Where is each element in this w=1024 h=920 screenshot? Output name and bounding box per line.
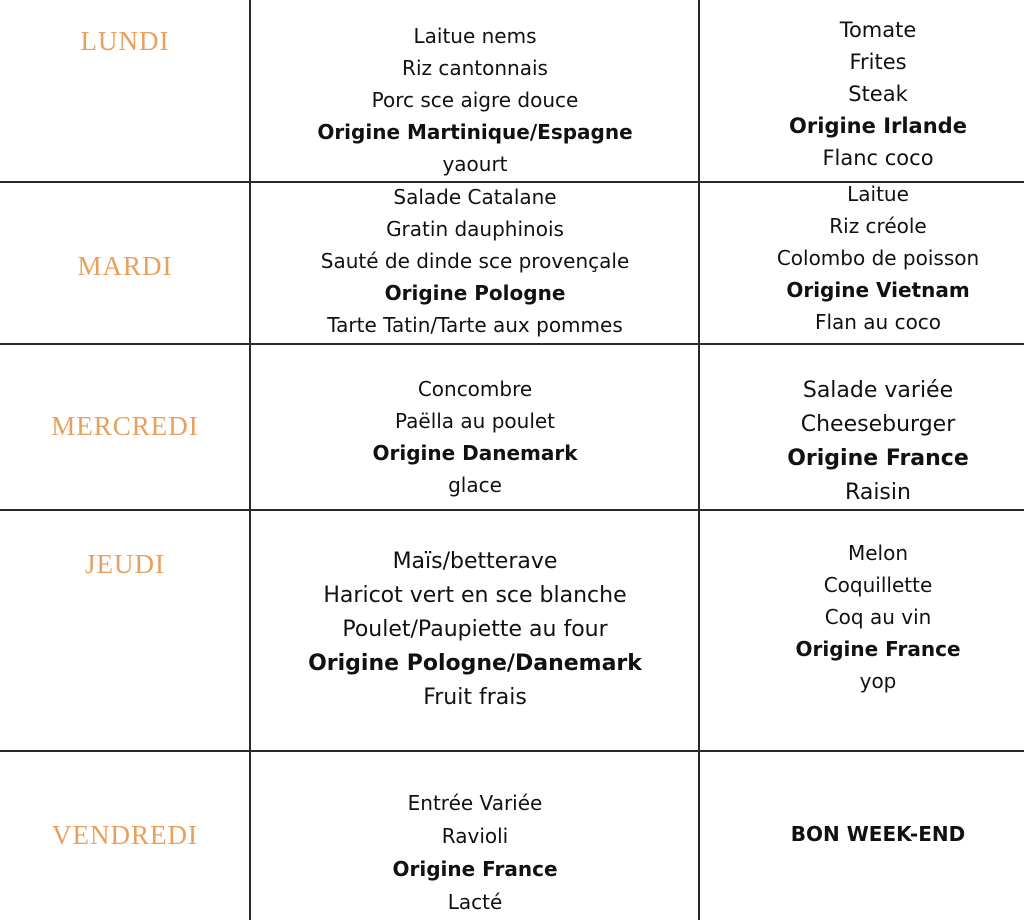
menu-item: Maïs/betterave	[392, 549, 558, 574]
menu-item: Coq au vin	[824, 605, 932, 629]
dinner-cell-vendredi	[700, 818, 1024, 850]
origin-label: Origine France	[795, 637, 961, 661]
menu-item: Porc sce aigre douce	[371, 88, 579, 112]
menu-item: Lacté	[447, 890, 503, 914]
lunch-cell-vendredi	[252, 787, 698, 919]
lunch-cell-jeudi	[252, 545, 698, 715]
menu-item: Entrée Variée	[407, 791, 543, 815]
menu-item: Raisin	[845, 480, 911, 505]
lunch-cell-mercredi	[252, 373, 698, 501]
menu-item: Concombre	[417, 377, 533, 401]
menu-item: Haricot vert en sce blanche	[323, 583, 627, 608]
weekend-message: BON WEEK-END	[790, 822, 966, 846]
origin-label: Origine Vietnam	[786, 278, 970, 302]
menu-item: yaourt	[442, 152, 508, 176]
row-divider-4	[0, 750, 1024, 752]
origin-label: Origine France	[392, 857, 558, 881]
origin-label: Origine Martinique/Espagne	[317, 120, 633, 144]
menu-item: Coquillette	[823, 573, 933, 597]
menu-item: Laitue	[847, 182, 909, 206]
day-label-vendredi: VENDREDI	[52, 820, 198, 850]
lunch-cell-mardi	[252, 181, 698, 341]
menu-item: Salade Catalane	[393, 185, 557, 209]
menu-item: Salade variée	[802, 378, 954, 403]
day-label-mardi: MARDI	[77, 251, 173, 281]
dinner-cell-mardi	[700, 178, 1024, 338]
menu-item: glace	[448, 473, 502, 497]
menu-item: Riz créole	[829, 214, 927, 238]
menu-item: Tomate	[839, 18, 917, 42]
menu-item: Paëlla au poulet	[394, 409, 556, 433]
menu-item: Tarte Tatin/Tarte aux pommes	[327, 313, 623, 337]
origin-label: Origine Pologne/Danemark	[308, 651, 642, 676]
dinner-cell-jeudi	[700, 537, 1024, 697]
menu-item: Melon	[847, 541, 909, 565]
day-label-mercredi: MERCREDI	[51, 411, 199, 441]
menu-item: Gratin dauphinois	[386, 217, 564, 241]
origin-label: Origine France	[787, 446, 969, 471]
day-label-jeudi: JEUDI	[85, 549, 165, 579]
column-divider-left	[249, 0, 251, 920]
menu-item: Cheeseburger	[800, 412, 956, 437]
lunch-cell-lundi	[252, 20, 698, 180]
menu-item: Flanc coco	[822, 146, 934, 170]
menu-item: Sauté de dinde sce provençale	[320, 249, 630, 273]
menu-item: Fruit frais	[423, 685, 527, 710]
menu-item: Laitue nems	[413, 24, 537, 48]
dinner-cell-lundi	[700, 14, 1024, 174]
menu-item: Frites	[849, 50, 907, 74]
menu-item: yop	[859, 669, 897, 693]
origin-label: Origine Danemark	[372, 441, 578, 465]
menu-item: Riz cantonnais	[402, 56, 548, 80]
origin-label: Origine Irlande	[789, 114, 967, 138]
day-label-lundi: LUNDI	[80, 26, 170, 56]
menu-item: Poulet/Paupiette au four	[342, 617, 608, 642]
menu-item: Steak	[848, 82, 908, 106]
dinner-cell-mercredi	[700, 374, 1024, 510]
menu-item: Colombo de poisson	[776, 246, 980, 270]
row-divider-2	[0, 343, 1024, 345]
menu-item: Flan au coco	[814, 310, 942, 334]
origin-label: Origine Pologne	[384, 281, 566, 305]
menu-item: Ravioli	[441, 824, 509, 848]
